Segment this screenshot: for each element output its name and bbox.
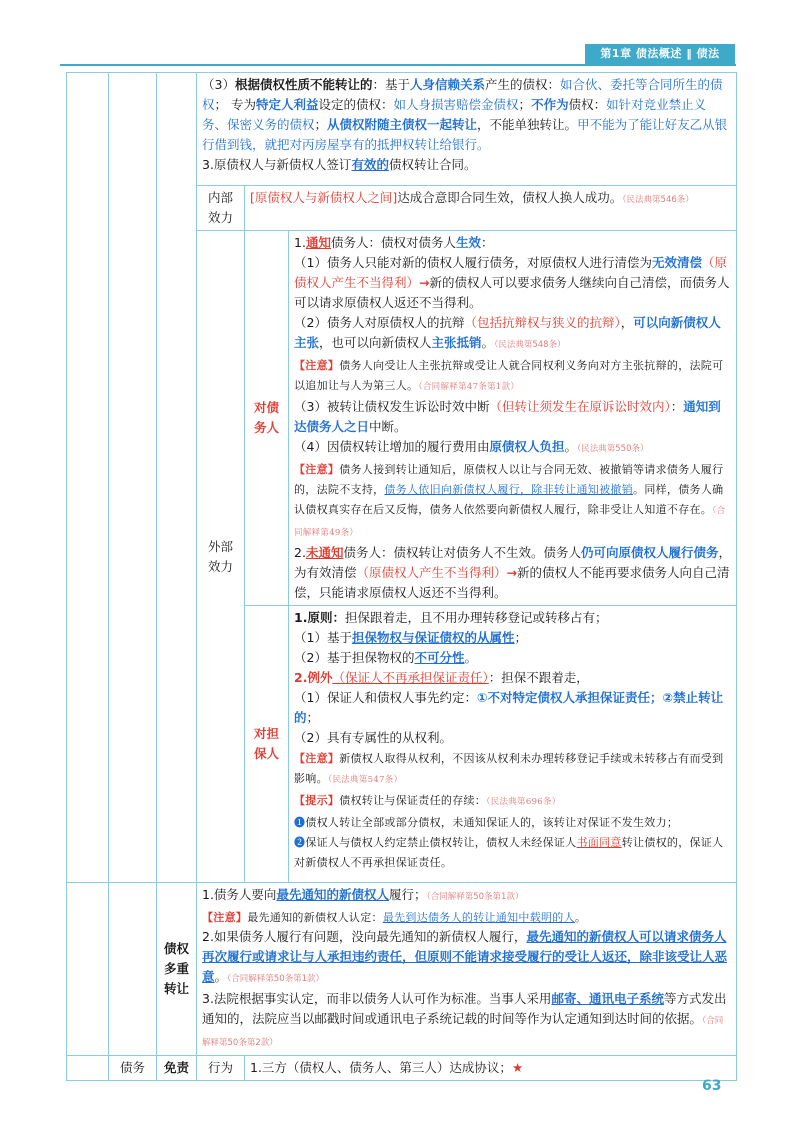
- to-debtor-cell: 1.通知债务人：债权对债务人生效： （1）债务人只能对新的债权人履行债务，对原债权人进行清偿为无效清偿（原债权人产生不当得利）→新的债权人可以要求债务人继续向自己清偿，而债务人可以请求原债权人返还不当得利。 （2）债务人对原债权人的抗辩（包括抗辩权与狭义的抗辩），可以向新债权人主张，也可以向新债权人主张抵销。（民法典第548条） 【注意】债务人向受让人主张抗辩或受让人就合同权利义务向对方主张抗辩的，法院可以追加让与人为第三人。（合同解释第47条第1款） （3）被转让债权发生诉讼时效中断（但转让须发生在原诉讼时效内）：通知到达债务人之日中断。 （4）因债权转让增加的履行费用由原债权人负担。（民法典第550条） 【注意】债务人接到转让通知后，原债权人以让与合同无效、被撤销等请求债务人履行的，法院不支持，债务人依旧向新债权人履行，除非转让通知被撤销。同样，债务人确认债权真实存在后又反悔，债务人依然要向新债权人履行，除非受让人知道不存在。（合同解释第49条） 2.未通知债务人：债权转让对债务人不生效。债务人仍可向原债权人履行债务，为有效清偿（原债权人产生不当得利）→新的债权人不能再要求债务人向自己清偿，只能请求原债权人返还不当得利。: [289, 231, 737, 606]
- internal-effect-cell: [原债权人与新债权人之间]达成合意即合同生效，债权人换人成功。（民法典第546条）: [245, 186, 737, 231]
- to-guarantor-label: 对担保人: [245, 606, 289, 883]
- content-table: [66, 72, 737, 1081]
- outer-col-2: [109, 73, 157, 883]
- bottom-text-cell: 1.三方（债权人、债务人、第三人）达成协议；★: [245, 1056, 737, 1081]
- exemption-label: 免责: [157, 1056, 197, 1081]
- act-label: 行为: [197, 1056, 245, 1081]
- chapter-header-band: [585, 44, 735, 64]
- outer-col-3: [157, 73, 197, 883]
- to-debtor-label: 对债务人: [245, 231, 289, 606]
- debt-label: 债务: [109, 1056, 157, 1081]
- bottom-col-0: [67, 1056, 109, 1081]
- header-rule: [60, 64, 736, 66]
- chapter-header-title: 第1章 债法概述 ‖ 债法: [600, 47, 720, 60]
- to-guarantor-cell: 1.原则：担保跟着走，且不用办理转移登记或转移占有； （1）基于担保物权与保证债权的从属性； （2）基于担保物权的不可分性。 2.例外（保证人不再承担保证责任）：担保不跟着走， （1）保证人和债权人事先约定：①不对特定债权人承担保证责任；②禁止转让的； （2）具有专属性的从权利。 【注意】新债权人取得从权利，不因该从权利未办理转移登记手续或未转移占有而受到影响。（民法典第547条） 【提示】债权转让与保证责任的存续：（民法典第696条） ❶债权人转让全部或部分债权，未通知保证人的，该转让对保证不发生效力； ❷保证人与债权人约定禁止债权转让，债权人未经保证人书面同意转让债权的，保证人对新债权人不再承担保证责任。: [289, 606, 737, 883]
- multi-col-1: [67, 883, 109, 1056]
- nontransferable-cell: （3）根据债权性质不能转让的：基于人身信赖关系产生的债权：如合伙、委托等合同所生的债权； 专为特定人利益设定的债权：如人身损害赔偿金债权；不作为债权：如针对竞业禁止义务、保密义务的债权；从债权附随主债权一起转让，不能单独转让。甲不能为了能让好友乙从银行借到钱，就把对丙房屋享有的抵押权转让给银行。 3.原债权人与新债权人签订有效的债权转让合同。: [197, 73, 737, 186]
- multiple-transfer-cell: 1.债务人要向最先通知的新债权人履行；（合同解释第50条第1款） 【注意】最先通知的新债权人认定：最先到达债务人的转让通知中载明的人。 2.如果债务人履行有问题，没向最先通知的新债权人履行，最先通知的新债权人可以请求债务人再次履行或请求让与人承担违约责任，但原则不能请求接受履行的受让人返还，除非该受让人恶意。（合同解释第50条第1款） 3.法院根据事实认定，而非以债务人认可作为标准。当事人采用邮寄、通讯电子系统等方式发出通知的，法院应当以邮戳时间或通讯电子系统记载的时间等作为认定通知到达时间的依据。（合同解释第50条第2款）: [197, 883, 737, 1056]
- multiple-transfer-label: 债权多重转让: [157, 883, 197, 1056]
- internal-effect-label: 内部效力: [197, 186, 245, 231]
- page-number: 63: [702, 1078, 722, 1094]
- external-effect-label: 外部效力: [197, 231, 245, 883]
- multi-col-2: [109, 883, 157, 1056]
- star-icon: ★: [511, 1060, 524, 1075]
- outer-col-1: [67, 73, 109, 883]
